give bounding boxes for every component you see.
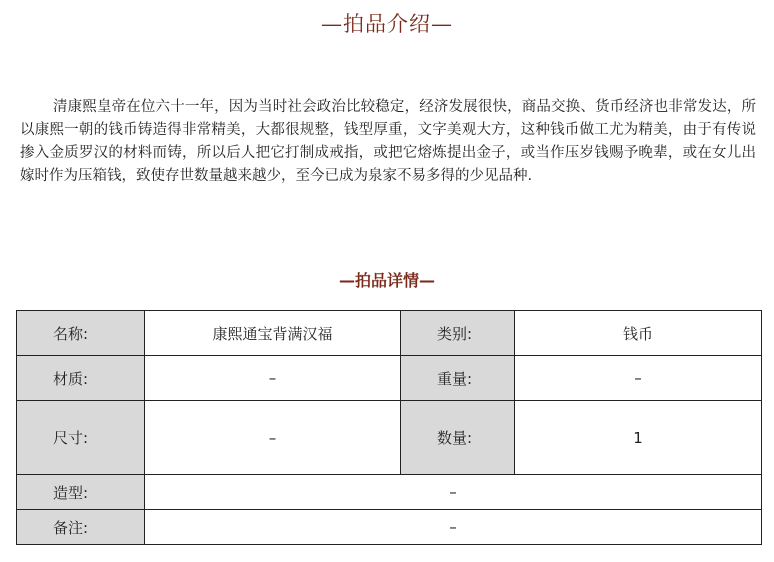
table-row [17,356,762,401]
table-row [17,311,762,356]
shape-label: 造型: [17,475,145,510]
remarks-label: 备注: [17,510,145,545]
name-label: 名称: [17,311,145,356]
details-title: —拍品详情— [338,271,435,290]
quantity-label: 数量: [401,401,515,475]
quantity-value: 1 [515,401,762,475]
weight-label: 重量: [401,356,515,401]
table-row [17,510,762,545]
table-row [17,475,762,510]
weight-value: – [515,356,762,401]
remarks-value: – [145,510,762,545]
material-value: – [145,356,401,401]
category-label: 类别: [401,311,515,356]
size-label: 尺寸: [17,401,145,475]
shape-value: – [145,475,762,510]
name-value: 康熙通宝背满汉福 [145,311,401,356]
table-row [17,401,762,475]
category-value: 钱币 [515,311,762,356]
size-value: – [145,401,401,475]
material-label: 材质: [17,356,145,401]
details-table [16,310,762,545]
intro-paragraph: 清康熙皇帝在位六十一年，因为当时社会政治比较稳定，经济发展很快，商品交换、货币经济也非常发达，所以康熙一朝的钱币铸造得非常精美，大都很规整，钱型厚重，文字美观大方，这种钱币做工尤为精美，由于有传说掺入金质罗汉的材料而铸，所以后人把它打制成戒指，或把它熔炼提出金子，或当作压岁钱赐予晚辈，或在女儿出嫁时作为压箱钱，致使存世数量越来越少，至今已成为泉家不易多得的少见品种. [20,99,756,184]
page-title: —拍品介绍— [321,12,453,36]
